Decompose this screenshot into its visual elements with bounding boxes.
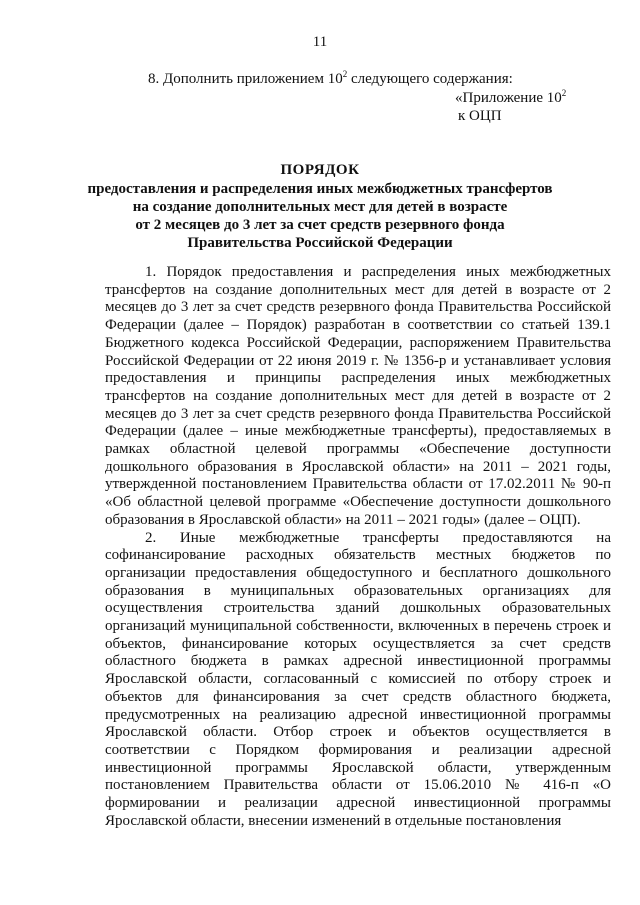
amendment-intro-superscript: 2 — [342, 69, 348, 79]
paragraph-2: 2. Иные межбюджетные трансферты предоставляются на софинансирование расходных обязательств местных бюджетов по организации предоставления общедоступного и бесплатного дошкольного образования в муниципальных образовательных организациях для осуществления строительства зданий дошкольных образовательных организаций муниципальной собственности, включенных в перечень строек и объектов, финансирование которых осуществляется за счет средств областного бюджета в рамках адресной инвестиционной программы Ярославской области, согласованный с комиссией по отбору строек и объектов для финансирования за счет средств областного бюджета, предусмотренных на реализацию адресной инвестиционной программы Ярославской области. Отбор строек и объектов осуществляется в соответствии с Порядком формирования и реализации адресной инвестиционной программы Ярославской области, утвержденным постановлением Правительства области от 15.06.2010 № 416-п «О формировании и реализации адресной инвестиционной программы Ярославской области, внесении изменений в отдельные постановления — [105, 529, 611, 829]
appendix-reference-text: «Приложение 10 — [455, 90, 562, 106]
heading-title: ПОРЯДОК — [280, 162, 360, 178]
page-number: 11 — [312, 34, 328, 50]
amendment-intro — [148, 71, 513, 88]
heading-line-4: Правительства Российской Федерации — [187, 235, 453, 251]
appendix-reference-line-1 — [455, 89, 566, 107]
appendix-reference-line-2: к ОЦП — [458, 108, 502, 124]
appendix-reference-superscript: 2 — [561, 88, 567, 98]
heading-line-2: на создание дополнительных мест для детей в возрасте — [132, 199, 508, 215]
document-body — [105, 264, 611, 831]
heading-line-1: предоставления и распределения иных межбюджетных трансфертов — [87, 181, 553, 197]
paragraph-1: 1. Порядок предоставления и распределения иных межбюджетных трансфертов на создание дополнительных мест для детей в возрасте от 2 месяцев до 3 лет за счет средств резервного фонда Правительства Российской Федерации (далее – Порядок) разработан в соответствии со статьей 139.1 Бюджетного кодекса Российской Федерации, распоряжением Правительства Российской Федерации от 22 июня 2019 г. № 1356-р и устанавливает условия предоставления и принципы распределения иных межбюджетных трансфертов на создание дополнительных мест для детей в возрасте от 2 месяцев до 3 лет за счет средств резервного фонда Правительства Российской Федерации (далее – иные межбюджетные трансферты), предоставляемых в рамках областной целевой программы «Обеспечение доступности дошкольного образования в Ярославской области» на 2011 – 2021 годы, утвержденной постановлением Правительства области от 17.02.2011 № 90-п «Об областной целевой программе «Обеспечение доступности дошкольного образования в Ярославской области» на 2011 – 2021 годы» (далее – ОЦП). — [105, 264, 611, 528]
appendix-reference — [455, 89, 566, 125]
amendment-intro-text: 8. Дополнить приложением 10 — [148, 71, 343, 87]
document-heading — [0, 161, 640, 252]
amendment-intro-suffix: следующего содержания: — [347, 71, 513, 87]
heading-line-3: от 2 месяцев до 3 лет за счет средств резервного фонда — [135, 217, 505, 233]
